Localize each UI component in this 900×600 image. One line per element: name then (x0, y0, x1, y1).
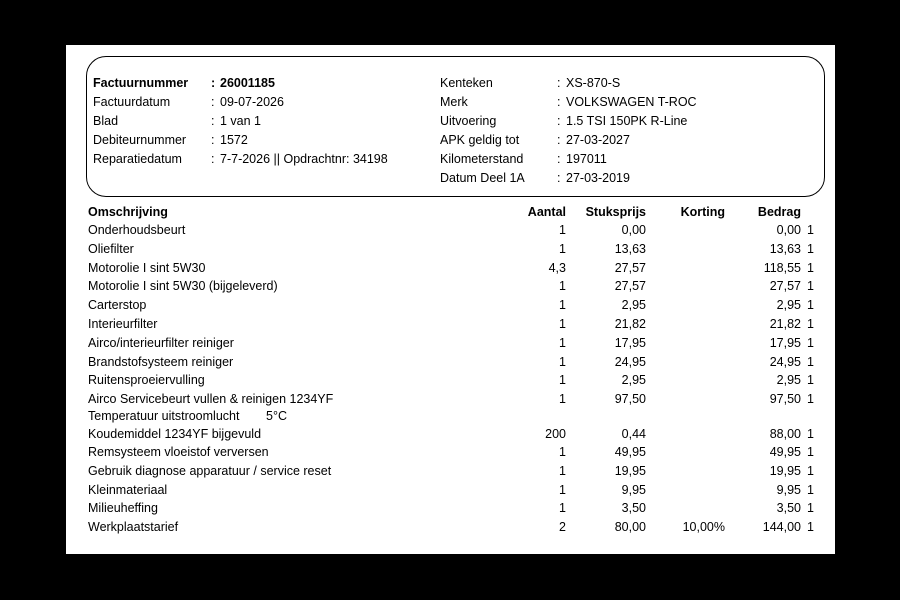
line-unit-price: 2,95 (621, 298, 646, 312)
vehicle-value: 1.5 TSI 150PK R-Line (566, 114, 688, 128)
line-amount: 19,95 (769, 464, 801, 478)
detail-value: 1 van 1 (220, 114, 262, 128)
line-description: Ruitensproeiervulling (88, 373, 205, 387)
line-quantity: 1 (559, 373, 566, 387)
line-vat-code: 1 (807, 464, 814, 478)
vehicle-value: 27-03-2027 (566, 133, 630, 147)
line-amount: 21,82 (769, 317, 801, 331)
line-description: Airco Servicebeurt vullen & reinigen 1234YF (88, 392, 334, 406)
line-vat-code: 1 (807, 355, 814, 369)
detail-colon: : (211, 152, 215, 166)
line-amount: 144,00 (762, 520, 801, 534)
line-description: Gebruik diagnose apparatuur / service reset (88, 464, 332, 478)
detail-label: Debiteurnummer (93, 133, 187, 147)
invoice-header-box (86, 56, 825, 197)
table-row (66, 261, 835, 279)
vehicle-value: VOLKSWAGEN T-ROC (566, 95, 697, 109)
line-unit-price: 27,57 (614, 261, 646, 275)
line-description: Motorolie I sint 5W30 (bijgeleverd) (88, 279, 278, 293)
line-unit-price: 3,50 (621, 501, 646, 515)
table-row (66, 317, 835, 335)
line-quantity: 1 (559, 336, 566, 350)
line-amount: 17,95 (769, 336, 801, 350)
line-unit-price: 21,82 (614, 317, 646, 331)
vehicle-label: APK geldig tot (440, 133, 520, 147)
line-vat-code: 1 (807, 242, 814, 256)
vehicle-label: Merk (440, 95, 468, 109)
detail-label: Factuurdatum (93, 95, 171, 109)
line-amount: 118,55 (763, 261, 801, 275)
line-description: Onderhoudsbeurt (88, 223, 186, 237)
line-amount: 0,00 (776, 223, 801, 237)
col-description: Omschrijving (88, 205, 168, 219)
vehicle-colon: : (557, 171, 561, 185)
vehicle-value: 197011 (566, 152, 607, 166)
vehicle-label: Datum Deel 1A (440, 171, 525, 185)
table-row (66, 464, 835, 482)
line-amount: 88,00 (769, 427, 801, 441)
line-quantity: 4,3 (548, 261, 566, 275)
line-quantity: 1 (559, 445, 566, 459)
line-amount: 24,95 (769, 355, 801, 369)
line-description: Motorolie I sint 5W30 (88, 261, 206, 275)
line-amount: 13,63 (769, 242, 801, 256)
table-row (66, 355, 835, 373)
line-unit-price: 0,44 (621, 427, 646, 441)
line-quantity: 1 (559, 464, 566, 478)
line-quantity: 1 (559, 279, 566, 293)
table-row (66, 223, 835, 241)
detail-value: 09-07-2026 (220, 95, 284, 109)
detail-label: Blad (93, 114, 119, 128)
line-discount: 10,00% (682, 520, 725, 534)
line-quantity: 200 (545, 427, 566, 441)
table-row (66, 336, 835, 354)
line-unit-price: 97,50 (614, 392, 646, 406)
line-vat-code: 1 (807, 501, 814, 515)
table-row (66, 501, 835, 519)
line-unit-price: 19,95 (614, 464, 646, 478)
line-description: Brandstofsysteem reiniger (88, 355, 234, 369)
line-vat-code: 1 (807, 520, 814, 534)
line-amount: 27,57 (769, 279, 801, 293)
line-quantity: 1 (559, 483, 566, 497)
line-vat-code: 1 (807, 317, 814, 331)
table-row (66, 373, 835, 391)
line-vat-code: 1 (807, 427, 814, 441)
line-unit-price: 2,95 (621, 373, 646, 387)
line-vat-code: 1 (807, 336, 814, 350)
line-quantity: 1 (559, 223, 566, 237)
line-vat-code: 1 (807, 392, 814, 406)
detail-value: 1572 (220, 133, 248, 147)
table-row (66, 279, 835, 297)
detail-colon: : (211, 76, 216, 90)
col-amount: Bedrag (757, 205, 801, 219)
line-unit-price: 17,95 (614, 336, 646, 350)
col-quantity: Aantal (527, 205, 566, 219)
table-row (66, 483, 835, 501)
line-description: Werkplaatstarief (88, 520, 179, 534)
line-unit-price: 13,63 (614, 242, 646, 256)
line-vat-code: 1 (807, 298, 814, 312)
line-unit-price: 9,95 (621, 483, 646, 497)
invoice-page (66, 45, 835, 554)
line-unit-price: 49,95 (614, 445, 646, 459)
table-row (66, 392, 835, 410)
line-quantity: 1 (559, 298, 566, 312)
line-vat-code: 1 (807, 445, 814, 459)
detail-colon: : (211, 114, 215, 128)
vehicle-colon: : (557, 133, 561, 147)
line-description: Airco/interieurfilter reiniger (88, 336, 234, 350)
col-unit-price: Stuksprijs (585, 205, 646, 219)
line-amount: 9,95 (776, 483, 801, 497)
line-vat-code: 1 (807, 261, 814, 275)
line-unit-price: 24,95 (614, 355, 646, 369)
line-vat-code: 1 (807, 279, 814, 293)
temperature-note-value: 5°C (266, 409, 287, 423)
vehicle-label: Kilometerstand (440, 152, 524, 166)
table-row (66, 242, 835, 260)
detail-colon: : (211, 133, 215, 147)
line-amount: 2,95 (776, 298, 801, 312)
vehicle-colon: : (557, 114, 561, 128)
line-vat-code: 1 (807, 373, 814, 387)
detail-label: Factuurnummer (93, 76, 189, 90)
table-row (66, 445, 835, 463)
line-description: Oliefilter (88, 242, 134, 256)
table-row (66, 520, 835, 538)
vehicle-colon: : (557, 152, 561, 166)
col-discount: Korting (680, 205, 725, 219)
line-amount: 3,50 (776, 501, 801, 515)
line-description: Remsysteem vloeistof verversen (88, 445, 269, 459)
vehicle-colon: : (557, 76, 561, 90)
line-description: Carterstop (88, 298, 147, 312)
temperature-note-label: Temperatuur uitstroomlucht (88, 409, 240, 423)
line-unit-price: 80,00 (614, 520, 646, 534)
detail-label: Reparatiedatum (93, 152, 182, 166)
vehicle-value: 27-03-2019 (566, 171, 630, 185)
line-quantity: 1 (559, 317, 566, 331)
line-vat-code: 1 (807, 483, 814, 497)
line-quantity: 1 (559, 392, 566, 406)
table-row (66, 298, 835, 316)
line-amount: 49,95 (769, 445, 801, 459)
line-quantity: 1 (559, 242, 566, 256)
line-description: Milieuheffing (88, 501, 158, 515)
line-quantity: 2 (559, 520, 566, 534)
line-description: Koudemiddel 1234YF bijgevuld (88, 427, 262, 441)
table-row (66, 427, 835, 445)
line-description: Kleinmateriaal (88, 483, 168, 497)
line-unit-price: 0,00 (621, 223, 646, 237)
detail-value: 26001185 (220, 76, 275, 90)
line-quantity: 1 (559, 355, 566, 369)
line-amount: 97,50 (769, 392, 801, 406)
line-description: Interieurfilter (88, 317, 158, 331)
line-quantity: 1 (559, 501, 566, 515)
line-vat-code: 1 (807, 223, 814, 237)
line-unit-price: 27,57 (614, 279, 646, 293)
vehicle-value: XS-870-S (566, 76, 621, 90)
detail-value: 7-7-2026 || Opdrachtnr: 34198 (220, 152, 388, 166)
vehicle-label: Kenteken (440, 76, 493, 90)
vehicle-label: Uitvoering (440, 114, 497, 128)
detail-colon: : (211, 95, 215, 109)
vehicle-colon: : (557, 95, 561, 109)
line-amount: 2,95 (776, 373, 801, 387)
